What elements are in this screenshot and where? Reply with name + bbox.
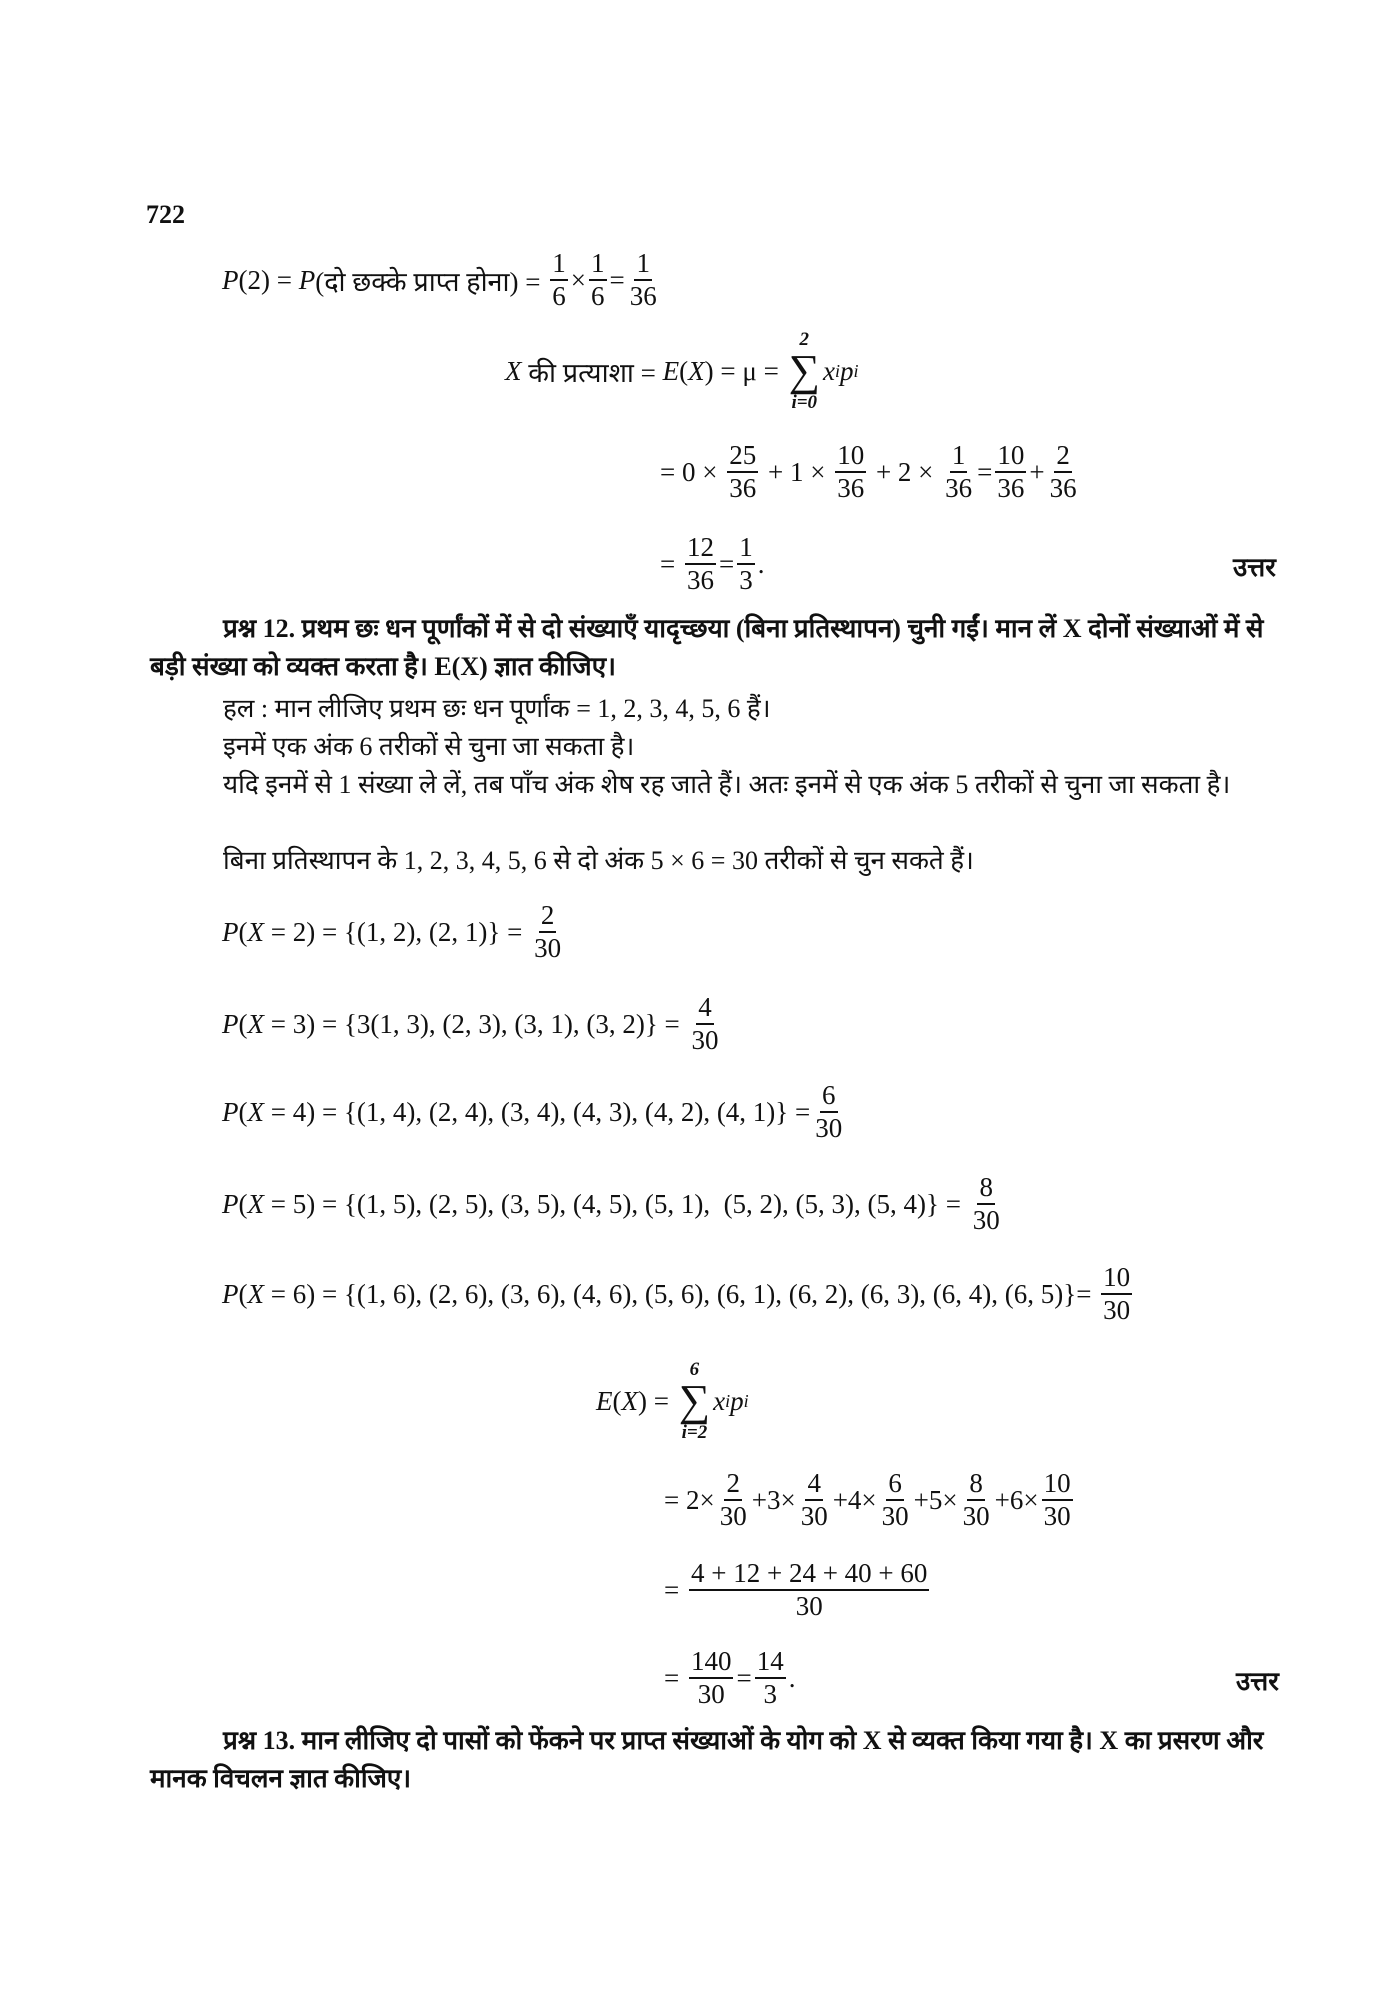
ex-result <box>664 1646 795 1710</box>
numerator: 10 <box>835 440 866 473</box>
text-segment: +4× <box>832 1484 877 1515</box>
numerator: 1 <box>550 248 568 281</box>
numerator: 10 <box>995 440 1026 473</box>
math-variable: P <box>222 1278 239 1309</box>
denominator: 30 <box>881 1501 909 1532</box>
fraction <box>813 1080 844 1144</box>
denominator: 30 <box>962 1501 990 1532</box>
math-variable: X <box>688 355 705 386</box>
summation <box>679 1360 710 1442</box>
denominator: 30 <box>534 933 562 964</box>
fraction <box>1101 1262 1132 1326</box>
upper-limit: 2 <box>799 329 810 350</box>
solution-line: बिना प्रतिस्थापन के 1, 2, 3, 4, 5, 6 से दो अंक 5 × 6 = 30 तरीकों से चुन सकते हैं। <box>223 846 974 875</box>
text-segment: +6× <box>994 1484 1039 1515</box>
page-number: 722 <box>146 200 185 229</box>
denominator: 36 <box>629 281 657 312</box>
math-variable: P <box>222 264 239 295</box>
numerator: 140 <box>689 1646 734 1679</box>
ex-numerator-sum <box>664 1558 932 1622</box>
numerator: 2 <box>1054 440 1072 473</box>
fraction <box>689 1646 734 1710</box>
math-variable: E <box>662 355 680 386</box>
denominator: 36 <box>837 473 865 504</box>
text-segment: + 1 × <box>761 456 833 487</box>
fraction <box>737 532 755 596</box>
text-segment: = <box>609 264 625 295</box>
math-variable: p <box>730 1385 744 1416</box>
denominator: 30 <box>795 1591 823 1622</box>
px4-equation <box>222 1080 847 1144</box>
math-variable: X <box>247 1278 264 1309</box>
math-variable: X <box>247 1096 264 1127</box>
numerator: 1 <box>737 532 755 565</box>
fraction <box>689 1558 929 1622</box>
fraction <box>550 248 568 312</box>
text-segment: . <box>757 548 765 579</box>
text-segment: ( <box>238 916 248 947</box>
solution-line: यदि इनमें से 1 संख्या ले लें, तब पाँच अंक शेष रह जाते हैं। अतः इनमें से एक अंक 5 तरीकों से चुना जा सकता है। <box>223 770 1231 799</box>
numerator: 8 <box>967 1468 985 1501</box>
numerator: 4 <box>805 1468 823 1501</box>
text-segment: (2) = <box>238 264 299 295</box>
math-variable: P <box>222 916 239 947</box>
px6-equation <box>222 1262 1135 1326</box>
math-variable: X <box>247 916 264 947</box>
math-variable: X <box>247 1008 264 1039</box>
text-segment: + 2 × <box>869 456 941 487</box>
expectation-definition <box>505 330 858 412</box>
fraction <box>943 440 974 504</box>
numerator: 8 <box>977 1172 995 1205</box>
denominator: 30 <box>719 1501 747 1532</box>
text-segment: +5× <box>913 1484 958 1515</box>
sigma-icon: ∑ <box>678 1376 711 1425</box>
math-variable: P <box>222 1096 239 1127</box>
denominator: 30 <box>800 1501 828 1532</box>
fraction <box>685 532 716 596</box>
text-segment: = <box>977 456 993 487</box>
denominator: 3 <box>763 1679 777 1710</box>
fraction <box>628 248 659 312</box>
denominator: 30 <box>815 1113 843 1144</box>
math-variable: X <box>505 355 522 386</box>
math-variable: P <box>222 1008 239 1039</box>
denominator: 30 <box>1043 1501 1071 1532</box>
text-segment: = <box>664 1662 686 1693</box>
question-12-text: प्रश्न 12. प्रथम छः धन पूर्णांकों में से दो संख्याएँ यादृच्छया (बिना प्रतिस्थापन) चुनी गईं। मान लें X दोनों संख्याओं में से बड़ी संख्या को व्यक्त करता है। E(X) ज्ञात कीजिए। <box>150 614 1264 681</box>
numerator: 14 <box>755 1646 786 1679</box>
fraction <box>835 440 866 504</box>
text-segment: = 6) = {(1, 6), (2, 6), (3, 6), (4, 6), (5, 6), (6, 1), (6, 2), (6, 3), (6, 4), (6, 5)}= <box>264 1278 1099 1309</box>
px3-equation <box>222 992 724 1056</box>
text-segment: ( <box>238 1278 248 1309</box>
text-segment: (दो छक्के प्राप्त होना) = <box>315 266 548 297</box>
denominator: 30 <box>972 1205 1000 1236</box>
text-segment: = 5) = {(1, 5), (2, 5), (3, 5), (4, 5), (5, 1), (5, 2), (5, 3), (5, 4)} = <box>264 1188 968 1219</box>
fraction <box>880 1468 911 1532</box>
text-segment: = 4) = {(1, 4), (2, 4), (3, 4), (4, 3), (4, 2), (4, 1)} = <box>264 1096 811 1127</box>
question-13-text: प्रश्न 13. मान लीजिए दो पासों को फेंकने पर प्राप्त संख्याओं के योग को X से व्यक्त किया गया है। X का प्रसरण और मानक विचलन ज्ञात कीजिए। <box>150 1726 1264 1793</box>
fraction <box>755 1646 786 1710</box>
denominator: 36 <box>945 473 973 504</box>
numerator: 4 + 12 + 24 + 40 + 60 <box>689 1558 929 1591</box>
denominator: 36 <box>686 565 714 596</box>
numerator: 4 <box>696 992 714 1025</box>
math-variable: E <box>596 1385 613 1416</box>
text-segment: = <box>718 548 735 579</box>
denominator: 36 <box>729 473 757 504</box>
text-segment: ( <box>238 1188 248 1219</box>
fraction <box>799 1468 830 1532</box>
text-segment: ( <box>612 1385 622 1416</box>
text-segment: . <box>788 1662 796 1693</box>
fraction <box>690 992 721 1056</box>
text-segment: = 2) = {(1, 2), (2, 1)} = <box>264 916 530 947</box>
numerator: 1 <box>589 248 607 281</box>
subscript: i <box>853 360 859 381</box>
solution-line: इनमें एक अंक 6 तरीकों से चुना जा सकता है। <box>223 732 635 761</box>
denominator: 30 <box>691 1025 719 1056</box>
answer-label: उत्तर <box>1233 553 1276 582</box>
text-segment: = 3) = {3(1, 3), (2, 3), (3, 1), (3, 2)} = <box>264 1008 687 1039</box>
text-segment: = <box>736 1662 752 1693</box>
denominator: 30 <box>697 1679 725 1710</box>
math-variable: P <box>298 264 316 295</box>
text-segment: की प्रत्याशा = <box>521 357 663 388</box>
numerator: 10 <box>1042 1468 1073 1501</box>
expectation-expansion <box>660 440 1082 504</box>
denominator: 6 <box>552 281 566 312</box>
numerator: 1 <box>634 248 652 281</box>
text-segment: ( <box>238 1096 248 1127</box>
math-variable: X <box>247 1188 264 1219</box>
ex-expansion <box>664 1468 1076 1532</box>
denominator: 6 <box>591 281 605 312</box>
fraction <box>718 1468 749 1532</box>
text-segment: = 0 × <box>660 456 725 487</box>
numerator: 1 <box>950 440 968 473</box>
summation <box>789 330 820 412</box>
lower-limit: i=2 <box>681 1422 708 1443</box>
subscript: i <box>725 1390 731 1411</box>
text-segment: ( <box>238 1008 248 1039</box>
upper-limit: 6 <box>689 1359 700 1380</box>
px5-equation <box>222 1172 1005 1236</box>
numerator: 2 <box>539 900 557 933</box>
denominator: 3 <box>739 565 753 596</box>
text-segment: = <box>664 1574 686 1605</box>
text-segment: ) = μ = <box>704 355 786 386</box>
numerator: 10 <box>1101 1262 1132 1295</box>
denominator: 36 <box>1049 473 1077 504</box>
fraction <box>727 440 758 504</box>
lower-limit: i=0 <box>791 392 818 413</box>
subscript: i <box>834 360 840 381</box>
text-segment: ) = <box>638 1385 676 1416</box>
p2-equation <box>222 248 662 312</box>
denominator: 36 <box>997 473 1025 504</box>
math-variable: x <box>822 355 835 386</box>
numerator: 25 <box>727 440 758 473</box>
text-segment: = <box>660 548 682 579</box>
numerator: 12 <box>685 532 716 565</box>
subscript: i <box>743 1390 749 1411</box>
math-variable: x <box>713 1385 726 1416</box>
expectation-result <box>660 532 764 596</box>
text-segment: + <box>1029 456 1045 487</box>
text-segment: = 2× <box>664 1484 715 1515</box>
ex-sum-equation <box>596 1360 749 1442</box>
solution-line: हल : मान लीजिए प्रथम छः धन पूर्णांक = 1, 2, 3, 4, 5, 6 हैं। <box>223 694 771 723</box>
text-segment: × <box>570 264 586 295</box>
math-variable: X <box>621 1385 638 1416</box>
fraction <box>1048 440 1079 504</box>
text-segment: ( <box>679 355 689 386</box>
numerator: 6 <box>886 1468 904 1501</box>
fraction <box>971 1172 1002 1236</box>
math-variable: p <box>839 355 854 386</box>
fraction <box>532 900 563 964</box>
fraction <box>1042 1468 1073 1532</box>
fraction <box>961 1468 992 1532</box>
numerator: 6 <box>820 1080 838 1113</box>
px2-equation <box>222 900 566 964</box>
denominator: 30 <box>1103 1295 1131 1326</box>
sigma-icon: ∑ <box>788 346 820 395</box>
text-segment: +3× <box>751 1484 796 1515</box>
fraction <box>995 440 1026 504</box>
math-variable: P <box>222 1188 239 1219</box>
fraction <box>589 248 607 312</box>
answer-label: उत्तर <box>1236 1667 1279 1696</box>
numerator: 2 <box>724 1468 742 1501</box>
